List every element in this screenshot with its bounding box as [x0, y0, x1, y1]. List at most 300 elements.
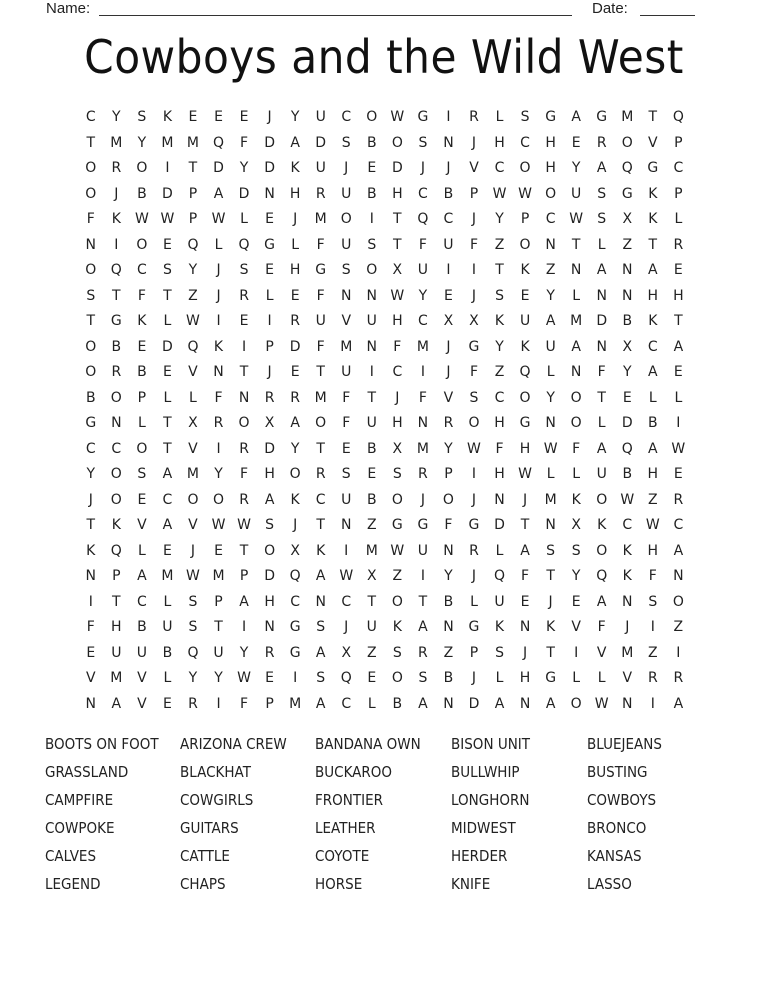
grid-cell[interactable]: O — [110, 389, 122, 406]
grid-cell[interactable]: F — [137, 287, 146, 304]
grid-cell[interactable]: P — [469, 185, 479, 202]
grid-cell[interactable]: L — [495, 109, 504, 125]
grid-cell[interactable]: N — [596, 338, 607, 355]
grid-cell[interactable]: X — [469, 313, 479, 329]
grid-cell[interactable]: K — [213, 338, 224, 355]
grid-cell[interactable]: L — [163, 389, 172, 406]
grid-cell[interactable]: E — [290, 364, 300, 380]
grid-cell[interactable]: S — [418, 134, 428, 151]
grid-cell[interactable]: P — [674, 185, 683, 202]
grid-cell[interactable]: X — [188, 415, 198, 431]
grid-cell[interactable]: U — [417, 262, 428, 278]
grid-cell[interactable]: T — [571, 236, 581, 253]
grid-cell[interactable]: Y — [546, 287, 555, 304]
grid-cell[interactable]: Y — [239, 160, 249, 176]
grid-cell[interactable]: A — [673, 695, 684, 712]
grid-cell[interactable]: S — [341, 466, 351, 482]
grid-cell[interactable]: A — [290, 415, 300, 431]
grid-cell[interactable]: X — [341, 644, 352, 661]
grid-cell[interactable]: S — [571, 542, 581, 559]
grid-cell[interactable]: T — [163, 440, 172, 457]
grid-cell[interactable]: O — [519, 389, 531, 406]
grid-cell[interactable]: U — [366, 313, 377, 329]
grid-cell[interactable]: L — [367, 695, 376, 712]
grid-cell[interactable]: P — [239, 568, 249, 584]
grid-cell[interactable]: O — [85, 364, 97, 380]
grid-cell[interactable]: I — [216, 440, 221, 457]
grid-cell[interactable]: E — [162, 236, 172, 253]
grid-cell[interactable]: T — [316, 517, 325, 533]
grid-cell[interactable]: C — [520, 134, 530, 151]
grid-cell[interactable]: T — [495, 262, 504, 278]
grid-cell[interactable]: T — [316, 364, 325, 380]
grid-cell[interactable]: L — [546, 466, 555, 482]
grid-cell[interactable]: I — [420, 364, 425, 380]
grid-cell[interactable]: B — [137, 185, 147, 202]
grid-cell[interactable]: R — [239, 440, 249, 457]
grid-cell[interactable]: N — [417, 415, 429, 431]
grid-cell[interactable]: S — [469, 389, 479, 406]
grid-cell[interactable]: F — [393, 338, 402, 355]
grid-cell[interactable]: W — [186, 568, 200, 584]
grid-cell[interactable]: S — [546, 542, 556, 559]
grid-cell[interactable]: A — [315, 644, 326, 661]
grid-cell[interactable]: J — [471, 670, 477, 686]
grid-cell[interactable]: E — [367, 670, 377, 686]
grid-cell[interactable]: G — [468, 338, 480, 355]
grid-cell[interactable]: L — [495, 670, 504, 686]
grid-cell[interactable]: I — [293, 670, 298, 686]
grid-cell[interactable]: Y — [188, 670, 198, 686]
grid-cell[interactable]: Q — [187, 236, 199, 253]
grid-cell[interactable]: K — [622, 568, 632, 584]
grid-cell[interactable]: W — [492, 185, 507, 202]
grid-cell[interactable]: U — [545, 338, 556, 355]
grid-cell[interactable]: T — [239, 364, 249, 380]
grid-cell[interactable]: R — [290, 389, 301, 406]
grid-cell[interactable]: X — [392, 262, 403, 278]
grid-cell[interactable]: E — [367, 466, 377, 482]
grid-cell[interactable]: N — [545, 415, 556, 431]
grid-cell[interactable]: E — [137, 491, 147, 508]
grid-cell[interactable]: Z — [366, 644, 377, 661]
grid-cell[interactable]: F — [521, 568, 530, 584]
grid-cell[interactable]: L — [163, 670, 172, 686]
grid-cell[interactable]: Q — [672, 109, 684, 125]
grid-cell[interactable]: T — [112, 287, 121, 304]
grid-cell[interactable]: K — [648, 313, 658, 329]
grid-cell[interactable]: A — [596, 160, 607, 176]
grid-cell[interactable]: I — [650, 695, 655, 712]
grid-cell[interactable]: S — [316, 619, 326, 635]
grid-cell[interactable]: M — [161, 134, 174, 151]
grid-cell[interactable]: J — [625, 619, 630, 635]
grid-cell[interactable]: M — [621, 644, 634, 661]
grid-cell[interactable]: C — [545, 211, 556, 227]
grid-cell[interactable]: K — [86, 542, 96, 559]
grid-cell[interactable]: N — [85, 695, 97, 712]
grid-cell[interactable]: E — [265, 211, 275, 227]
grid-cell[interactable]: C — [494, 389, 505, 406]
grid-cell[interactable]: A — [494, 695, 505, 712]
grid-cell[interactable]: J — [471, 491, 477, 508]
grid-cell[interactable]: L — [648, 389, 657, 406]
grid-cell[interactable]: W — [390, 109, 405, 125]
date-input-line[interactable] — [640, 15, 695, 16]
grid-cell[interactable]: Y — [290, 109, 300, 125]
grid-cell[interactable]: O — [596, 542, 608, 559]
grid-cell[interactable]: E — [622, 389, 632, 406]
grid-cell[interactable]: H — [673, 287, 684, 304]
grid-cell[interactable]: A — [673, 542, 684, 559]
grid-cell[interactable]: E — [86, 644, 96, 661]
grid-cell[interactable]: W — [543, 440, 558, 457]
grid-cell[interactable]: Y — [571, 160, 581, 176]
grid-cell[interactable]: D — [468, 695, 480, 712]
grid-cell[interactable]: F — [240, 695, 249, 712]
grid-cell[interactable]: Y — [86, 466, 96, 482]
grid-cell[interactable]: N — [85, 236, 97, 253]
grid-cell[interactable]: S — [367, 236, 377, 253]
grid-cell[interactable]: N — [443, 695, 454, 712]
grid-cell[interactable]: J — [216, 287, 221, 304]
grid-cell[interactable]: F — [469, 364, 478, 380]
grid-cell[interactable]: I — [369, 364, 374, 380]
grid-cell[interactable]: C — [417, 313, 428, 329]
grid-cell[interactable]: N — [622, 262, 633, 278]
grid-cell[interactable]: O — [289, 466, 301, 482]
grid-cell[interactable]: R — [596, 134, 607, 151]
grid-cell[interactable]: A — [137, 568, 147, 584]
grid-cell[interactable]: X — [571, 517, 581, 533]
grid-cell[interactable]: F — [316, 338, 325, 355]
grid-cell[interactable]: H — [392, 415, 403, 431]
grid-cell[interactable]: Y — [214, 466, 223, 482]
grid-cell[interactable]: F — [418, 236, 427, 253]
grid-cell[interactable]: G — [545, 670, 557, 686]
grid-cell[interactable]: K — [571, 491, 581, 508]
grid-cell[interactable]: J — [114, 185, 119, 202]
grid-cell[interactable]: B — [648, 415, 658, 431]
grid-cell[interactable]: Y — [495, 211, 504, 227]
grid-cell[interactable]: S — [137, 466, 147, 482]
grid-cell[interactable]: A — [545, 313, 556, 329]
grid-cell[interactable]: N — [622, 287, 633, 304]
grid-cell[interactable]: N — [596, 287, 607, 304]
grid-cell[interactable]: G — [468, 517, 480, 533]
grid-cell[interactable]: S — [341, 262, 351, 278]
grid-cell[interactable]: E — [214, 109, 223, 125]
grid-cell[interactable]: N — [622, 695, 633, 712]
grid-cell[interactable]: H — [647, 287, 659, 304]
grid-cell[interactable]: B — [137, 619, 147, 635]
grid-cell[interactable]: L — [189, 389, 197, 406]
grid-cell[interactable]: N — [213, 364, 224, 380]
grid-cell[interactable]: K — [290, 491, 300, 508]
grid-cell[interactable]: L — [572, 670, 581, 686]
grid-cell[interactable]: S — [188, 619, 198, 635]
grid-cell[interactable]: P — [214, 593, 223, 610]
grid-cell[interactable]: K — [520, 262, 530, 278]
grid-cell[interactable]: Z — [494, 236, 505, 253]
grid-cell[interactable]: X — [366, 568, 377, 584]
grid-cell[interactable]: O — [187, 491, 199, 508]
grid-cell[interactable]: E — [571, 134, 581, 151]
grid-cell[interactable]: L — [163, 313, 172, 329]
grid-cell[interactable]: R — [315, 185, 326, 202]
grid-cell[interactable]: C — [136, 262, 147, 278]
grid-cell[interactable]: O — [340, 211, 352, 227]
grid-cell[interactable]: E — [265, 262, 275, 278]
grid-cell[interactable]: P — [137, 389, 147, 406]
grid-cell[interactable]: I — [420, 568, 425, 584]
grid-cell[interactable]: F — [444, 517, 453, 533]
grid-cell[interactable]: Q — [519, 364, 531, 380]
grid-cell[interactable]: B — [622, 313, 633, 329]
grid-cell[interactable]: O — [85, 338, 97, 355]
grid-cell[interactable]: V — [188, 440, 198, 457]
grid-cell[interactable]: E — [239, 313, 249, 329]
grid-cell[interactable]: Q — [289, 568, 301, 584]
grid-cell[interactable]: X — [622, 338, 633, 355]
grid-cell[interactable]: E — [188, 109, 198, 125]
grid-cell[interactable]: C — [647, 338, 658, 355]
name-input-line[interactable] — [99, 15, 572, 16]
grid-cell[interactable]: R — [290, 313, 301, 329]
grid-cell[interactable]: S — [188, 593, 198, 610]
grid-cell[interactable]: W — [134, 211, 149, 227]
grid-cell[interactable]: J — [471, 287, 477, 304]
grid-cell[interactable]: G — [289, 644, 301, 661]
grid-cell[interactable]: K — [137, 313, 147, 329]
grid-cell[interactable]: J — [267, 364, 272, 380]
grid-cell[interactable]: I — [471, 466, 477, 482]
grid-cell[interactable]: C — [494, 160, 505, 176]
grid-cell[interactable]: V — [188, 517, 198, 533]
grid-cell[interactable]: W — [237, 670, 251, 686]
grid-cell[interactable]: L — [265, 287, 274, 304]
grid-cell[interactable]: U — [162, 619, 173, 635]
grid-cell[interactable]: T — [316, 440, 325, 457]
grid-cell[interactable]: G — [468, 619, 480, 635]
grid-cell[interactable]: N — [264, 185, 275, 202]
grid-cell[interactable]: J — [216, 262, 221, 278]
grid-cell[interactable]: O — [110, 491, 122, 508]
grid-cell[interactable]: D — [162, 185, 173, 202]
grid-cell[interactable]: C — [673, 160, 684, 176]
grid-cell[interactable]: S — [239, 262, 249, 278]
grid-cell[interactable]: I — [114, 236, 119, 253]
grid-cell[interactable]: O — [545, 185, 557, 202]
grid-cell[interactable]: E — [137, 338, 147, 355]
grid-cell[interactable]: L — [495, 542, 504, 559]
grid-cell[interactable]: E — [265, 670, 275, 686]
grid-cell[interactable]: L — [546, 364, 555, 380]
grid-cell[interactable]: D — [162, 338, 173, 355]
grid-cell[interactable]: L — [214, 236, 223, 253]
grid-cell[interactable]: A — [315, 568, 326, 584]
grid-cell[interactable]: M — [289, 695, 302, 712]
grid-cell[interactable]: C — [622, 517, 633, 533]
grid-cell[interactable]: Z — [392, 568, 403, 584]
grid-cell[interactable]: C — [111, 440, 122, 457]
grid-cell[interactable]: O — [621, 134, 633, 151]
grid-cell[interactable]: L — [597, 236, 606, 253]
grid-cell[interactable]: R — [418, 644, 428, 661]
grid-cell[interactable]: J — [267, 109, 272, 125]
grid-cell[interactable]: H — [647, 542, 659, 559]
grid-cell[interactable]: F — [342, 389, 351, 406]
grid-cell[interactable]: P — [674, 134, 683, 151]
grid-cell[interactable]: K — [392, 619, 402, 635]
grid-cell[interactable]: T — [239, 542, 249, 559]
grid-cell[interactable]: Q — [494, 568, 506, 584]
grid-cell[interactable]: C — [417, 185, 428, 202]
grid-cell[interactable]: H — [392, 185, 403, 202]
grid-cell[interactable]: R — [188, 695, 198, 712]
grid-cell[interactable]: M — [621, 109, 634, 125]
grid-cell[interactable]: K — [162, 109, 172, 125]
grid-cell[interactable]: R — [647, 670, 658, 686]
grid-cell[interactable]: Y — [290, 440, 300, 457]
grid-cell[interactable]: J — [523, 491, 528, 508]
grid-cell[interactable]: E — [367, 160, 377, 176]
grid-cell[interactable]: I — [241, 619, 247, 635]
grid-cell[interactable]: Y — [112, 109, 121, 125]
grid-cell[interactable]: J — [446, 160, 451, 176]
grid-cell[interactable]: Q — [238, 236, 250, 253]
grid-cell[interactable]: S — [316, 670, 326, 686]
grid-cell[interactable]: P — [265, 338, 274, 355]
grid-cell[interactable]: A — [418, 695, 428, 712]
grid-cell[interactable]: Z — [443, 644, 454, 661]
grid-cell[interactable]: O — [136, 160, 148, 176]
grid-cell[interactable]: V — [469, 160, 479, 176]
grid-cell[interactable]: P — [520, 211, 530, 227]
grid-cell[interactable]: R — [418, 466, 428, 482]
grid-cell[interactable]: Q — [187, 644, 199, 661]
grid-cell[interactable]: O — [672, 593, 684, 610]
grid-cell[interactable]: W — [390, 287, 405, 304]
grid-cell[interactable]: I — [676, 415, 681, 431]
grid-cell[interactable]: V — [596, 644, 607, 661]
grid-cell[interactable]: L — [572, 287, 581, 304]
grid-cell[interactable]: F — [214, 389, 223, 406]
grid-cell[interactable]: Q — [340, 670, 352, 686]
grid-cell[interactable]: X — [392, 440, 403, 457]
grid-cell[interactable]: K — [648, 185, 658, 202]
grid-cell[interactable]: E — [520, 593, 530, 610]
grid-cell[interactable]: A — [571, 338, 581, 355]
grid-cell[interactable]: A — [596, 262, 607, 278]
grid-cell[interactable]: Y — [571, 568, 581, 584]
grid-cell[interactable]: N — [238, 389, 250, 406]
grid-cell[interactable]: O — [136, 440, 148, 457]
grid-cell[interactable]: E — [162, 542, 172, 559]
grid-cell[interactable]: L — [674, 389, 683, 406]
grid-cell[interactable]: E — [673, 262, 683, 278]
grid-cell[interactable]: T — [520, 517, 530, 533]
grid-cell[interactable]: Y — [239, 644, 249, 661]
grid-cell[interactable]: U — [494, 593, 505, 610]
grid-cell[interactable]: T — [86, 134, 96, 151]
grid-cell[interactable]: O — [570, 695, 582, 712]
grid-cell[interactable]: N — [264, 619, 275, 635]
grid-cell[interactable]: A — [520, 542, 530, 559]
grid-cell[interactable]: N — [545, 517, 556, 533]
grid-cell[interactable]: O — [264, 542, 276, 559]
grid-cell[interactable]: O — [212, 491, 225, 508]
grid-cell[interactable]: N — [519, 619, 531, 635]
grid-cell[interactable]: E — [162, 364, 172, 380]
grid-cell[interactable]: A — [648, 262, 658, 278]
grid-cell[interactable]: Y — [444, 568, 453, 584]
grid-cell[interactable]: Y — [546, 389, 555, 406]
grid-cell[interactable]: S — [495, 287, 504, 304]
grid-cell[interactable]: W — [518, 466, 532, 482]
grid-cell[interactable]: J — [344, 160, 349, 176]
grid-cell[interactable]: N — [443, 134, 454, 151]
grid-cell[interactable]: W — [594, 695, 609, 712]
grid-cell[interactable]: Z — [366, 517, 377, 533]
grid-cell[interactable]: N — [519, 695, 531, 712]
grid-cell[interactable]: E — [290, 287, 300, 304]
grid-cell[interactable]: C — [341, 695, 352, 712]
grid-cell[interactable]: M — [161, 568, 174, 584]
grid-cell[interactable]: J — [420, 491, 425, 508]
grid-cell[interactable]: P — [469, 644, 479, 661]
grid-cell[interactable]: O — [391, 491, 403, 508]
grid-cell[interactable]: Q — [187, 338, 199, 355]
grid-cell[interactable]: F — [316, 236, 325, 253]
grid-cell[interactable]: U — [111, 644, 122, 661]
grid-cell[interactable]: T — [86, 313, 96, 329]
grid-cell[interactable]: W — [518, 185, 532, 202]
grid-cell[interactable]: V — [137, 670, 147, 686]
grid-cell[interactable]: G — [519, 415, 531, 431]
grid-cell[interactable]: C — [290, 593, 301, 610]
grid-cell[interactable]: A — [596, 440, 607, 457]
grid-cell[interactable]: B — [137, 364, 147, 380]
grid-cell[interactable]: O — [596, 491, 608, 508]
grid-cell[interactable]: M — [110, 134, 123, 151]
grid-cell[interactable]: I — [216, 695, 221, 712]
grid-cell[interactable]: K — [316, 542, 326, 559]
grid-cell[interactable]: Q — [621, 160, 633, 176]
grid-cell[interactable]: H — [111, 619, 122, 635]
grid-cell[interactable]: F — [597, 364, 606, 380]
grid-cell[interactable]: V — [443, 389, 454, 406]
grid-cell[interactable]: H — [647, 466, 659, 482]
grid-cell[interactable]: I — [369, 211, 374, 227]
grid-cell[interactable]: O — [366, 109, 378, 125]
grid-cell[interactable]: G — [85, 415, 97, 431]
grid-cell[interactable]: U — [519, 313, 531, 329]
grid-cell[interactable]: F — [469, 236, 478, 253]
grid-cell[interactable]: L — [572, 466, 581, 482]
grid-cell[interactable]: J — [88, 491, 93, 508]
grid-cell[interactable]: G — [545, 109, 557, 125]
grid-cell[interactable]: Y — [622, 364, 632, 380]
grid-cell[interactable]: N — [366, 287, 378, 304]
grid-cell[interactable]: T — [546, 568, 555, 584]
grid-cell[interactable]: L — [470, 593, 478, 610]
grid-cell[interactable]: F — [597, 619, 606, 635]
letter-grid[interactable] — [78, 105, 691, 717]
grid-cell[interactable]: K — [520, 338, 530, 355]
grid-cell[interactable]: H — [264, 466, 275, 482]
grid-cell[interactable]: Z — [494, 364, 505, 380]
